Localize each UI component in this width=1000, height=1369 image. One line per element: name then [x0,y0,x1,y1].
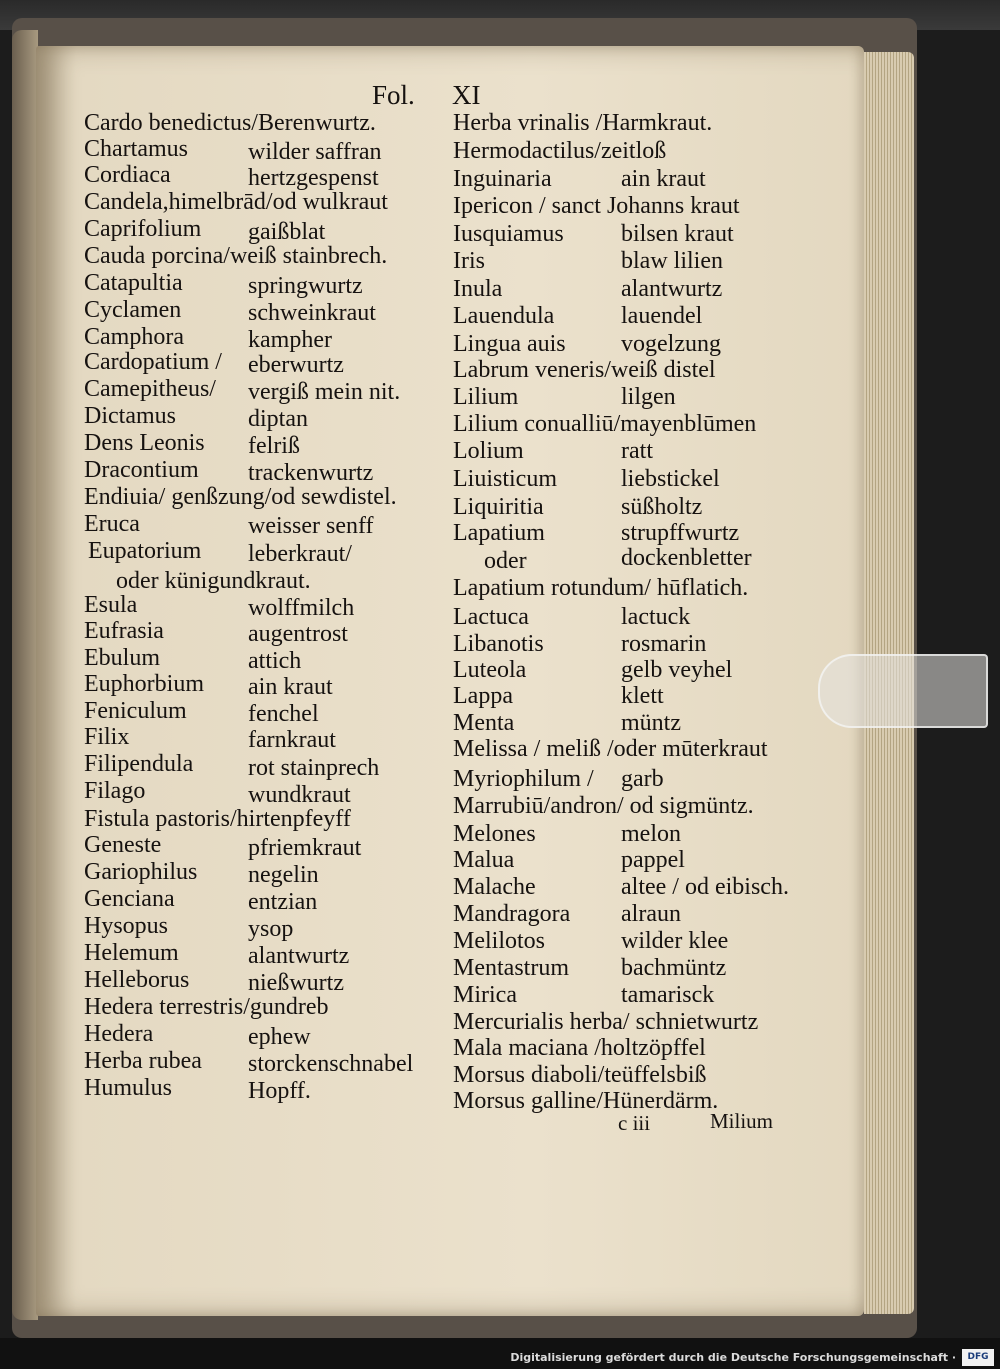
left-column-line: negelin [248,862,319,888]
right-column-line: garb [621,766,664,792]
right-column-line: Lapatium [453,520,545,546]
right-column-line: Morsus galline/Hünerdärm. [453,1088,719,1114]
left-column-line: Genciana [84,886,175,912]
right-column-line: melon [621,821,681,847]
left-column-line: wolffmilch [248,595,355,621]
right-column-line: Lauendula [453,303,555,329]
right-column-line: Marrubiū/andron/ od sigmüntz. [453,793,754,819]
left-column-line: Cardo benedictus/Berenwurtz. [84,110,376,136]
right-column-line: Lapatium rotundum/ hūflatich. [453,575,749,601]
right-column-line: alantwurtz [621,276,723,302]
left-column-line: Gariophilus [84,859,198,885]
right-column-line: Lingua auis [453,331,566,357]
right-column-line: bilsen kraut [621,221,734,247]
left-column-line: Filipendula [84,751,194,777]
left-column-line: Endiuia/ genßzung/od sewdistel. [84,484,397,510]
left-column-line: leberkraut/ [248,541,352,567]
left-column-line: pfriemkraut [248,835,362,861]
left-column-line: gaißblat [248,219,326,245]
dfg-credit-text: Digitalisierung gefördert durch die Deutsche Forschungsgemeinschaft · [510,1351,956,1364]
left-column-line: diptan [248,406,308,432]
right-column-line: liebstickel [621,466,720,492]
left-column-line: springwurtz [248,273,363,299]
left-column-line: hertzgespenst [248,165,379,191]
right-column-line: ain kraut [621,166,706,192]
left-column-line: Geneste [84,832,162,858]
left-column-line: Hedera terrestris/gundreb [84,994,329,1020]
folio-number: XI [452,80,481,110]
right-column-line: Inula [453,276,503,302]
right-column-line: Inguinaria [453,166,552,192]
right-column-line: gelb veyhel [621,657,733,683]
left-column-line: Dens Leonis [84,430,205,456]
right-column-line: Lappa [453,683,513,709]
right-column-line: Iris [453,248,485,274]
right-column-line: Lolium [453,438,524,464]
right-column-line: Herba vrinalis /Harmkraut. [453,110,713,136]
right-column-line: blaw lilien [621,248,723,274]
left-column-line: Dictamus [84,403,176,429]
left-column-line: storckenschnabel [248,1051,414,1077]
left-column-line: alantwurtz [248,943,350,969]
right-column-line: Mirica [453,982,517,1008]
right-column-line: vogelzung [621,331,721,357]
right-column-line: Lilium conualliū/mayenblūmen [453,411,757,437]
right-column-line: Lactuca [453,604,529,630]
left-column-line: Cardopatium / [84,349,222,375]
book-spine-gutter [12,30,38,1320]
left-column-line: wilder saffran [248,139,382,165]
page-clip [818,654,988,728]
right-column-line: wilder klee [621,928,729,954]
right-column-line: Malua [453,847,515,873]
left-column-line: oder künigundkraut. [116,568,311,594]
left-column-line: Eufrasia [84,618,164,644]
right-column-line: Luteola [453,657,527,683]
left-column-line: ephew [248,1024,311,1050]
left-column-line: Chartamus [84,136,188,162]
left-column-line: trackenwurtz [248,460,374,486]
signature-mark: c iii [618,1111,651,1135]
right-column-line: Menta [453,710,515,736]
right-column-line: Malache [453,874,536,900]
left-column-line: felriß [248,433,300,459]
right-column-line: Mentastrum [453,955,569,981]
left-column-line: Dracontium [84,457,199,483]
left-column-line: Filago [84,778,146,804]
left-column-line: Camphora [84,324,184,350]
right-column-line: Melilotos [453,928,546,954]
left-column-line: entzian [248,889,318,915]
left-column-line: Cauda porcina/weiß stainbrech. [84,243,388,269]
dfg-logo: DFG [962,1349,994,1366]
right-column-line: Hermodactilus/zeitloß [453,138,667,164]
left-column-line: nießwurtz [248,970,344,996]
right-column-line: Morsus diaboli/teüffelsbiß [453,1062,707,1088]
right-column-line: Mercurialis herba/ schnietwurtz [453,1009,759,1035]
left-column-line: Herba rubea [84,1048,202,1074]
right-column-line: lauendel [621,303,703,329]
left-column-line: Hedera [84,1021,154,1047]
left-column-line: augentrost [248,621,348,647]
left-column-line: Feniculum [84,698,187,724]
right-column-line: Mala maciana /holtzöpffel [453,1035,706,1061]
left-column-line: schweinkraut [248,300,376,326]
left-column-line: Helleborus [84,967,190,993]
left-column-line: weisser senff [248,513,374,539]
left-column-line: Caprifolium [84,216,202,242]
left-column-line: Euphorbium [84,671,204,697]
left-column-line: ain kraut [248,674,333,700]
left-column-line: fenchel [248,701,319,727]
left-column-line: Helemum [84,940,179,966]
left-column-line: Ebulum [84,645,160,671]
right-column-line: müntz [621,710,681,736]
right-column-line: tamarisck [621,982,715,1008]
left-column-line: farnkraut [248,727,336,753]
left-column-line: Candela,himelbrād/od wulkraut [84,189,388,215]
right-column-line: Liquiritia [453,494,544,520]
left-column-line: wundkraut [248,782,351,808]
left-column-line: Cyclamen [84,297,182,323]
left-column-line: kampher [248,327,332,353]
right-column-line: süßholtz [621,494,703,520]
right-column-line: Liuisticum [453,466,557,492]
left-column-line: attich [248,648,302,674]
catchword: Milium [710,1109,774,1133]
right-column-line: Melissa / meliß /oder mūterkraut [453,736,768,762]
left-column-line: Eupatorium [88,538,202,564]
right-column-line: Mandragora [453,901,571,927]
right-column-line: alraun [621,901,681,927]
left-column-line: Fistula pastoris/hirtenpfeyff [84,806,351,832]
folio-label: Fol. [372,80,415,110]
right-column-line: lactuck [621,604,691,630]
left-column-line: eberwurtz [248,352,344,378]
left-column-line: rot stainprech [248,755,380,781]
right-column-line: Ipericon / sanct Johanns kraut [453,193,740,219]
right-column-line: Labrum veneris/weiß distel [453,357,716,383]
left-column-line: Eruca [84,511,140,537]
right-column-line: pappel [621,847,685,873]
left-column-line: Humulus [84,1075,173,1101]
right-column-line: Myriophilum / [453,766,594,792]
right-column-line: dockenbletter [621,545,752,571]
left-column-line: Catapultia [84,270,183,296]
right-column-line: klett [621,683,664,709]
right-column-line: Melones [453,821,536,847]
right-column-line: Iusquiamus [453,221,564,247]
left-column-line: Esula [84,592,138,618]
right-column-line: Lilium [453,384,519,410]
left-column-line: Hysopus [84,913,169,939]
left-column-line: Camepitheus/ [84,376,216,402]
right-column-line: altee / od eibisch. [621,874,789,900]
left-column-line: Cordiaca [84,162,171,188]
left-column-line: Hopff. [248,1078,311,1104]
right-column-line: strupffwurtz [621,520,740,546]
left-column-line: vergiß mein nit. [248,379,401,405]
right-column-line: ratt [621,438,653,464]
right-column-line: Libanotis [453,631,544,657]
left-column-line: ysop [248,916,294,942]
right-column-line: bachmüntz [621,955,727,981]
right-column-line: rosmarin [621,631,707,657]
left-column-line: Filix [84,724,130,750]
right-column-line: oder [484,548,527,574]
right-column-line: lilgen [621,384,676,410]
